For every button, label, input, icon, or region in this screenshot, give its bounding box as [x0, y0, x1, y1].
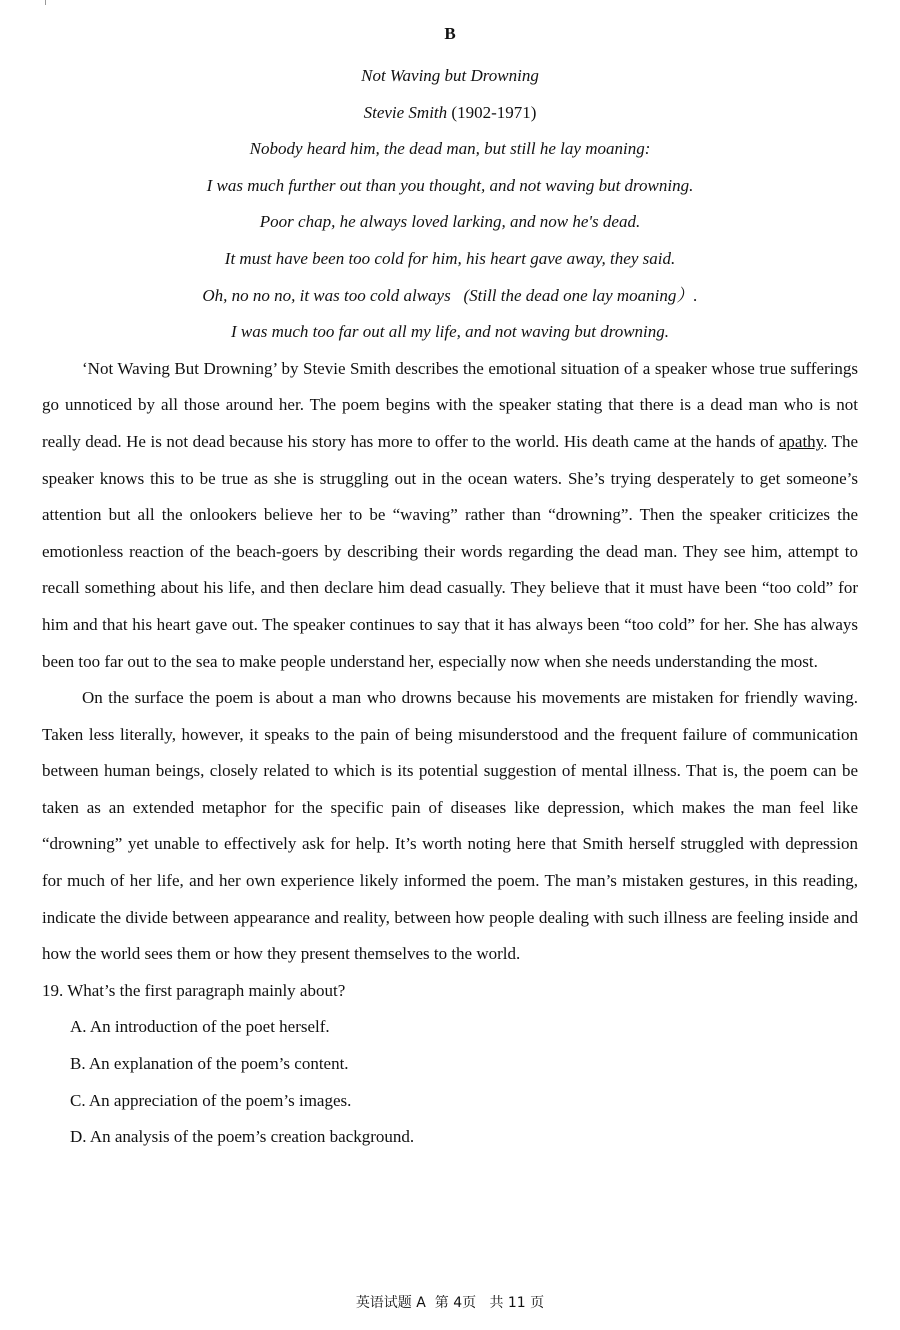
exam-page: [42, 22, 858, 1156]
passage-paragraph-1: [42, 351, 858, 680]
poem-line-2: I was much further out than you thought, and not waving but drowning.: [206, 175, 694, 195]
poem-years: (1902-1971): [451, 102, 537, 122]
paragraph-1-end: . The speaker knows this to be true as she is struggling out in the ocean waters. She’s trying desperately to get someone’s attention but all the onlookers believe her to be “waving” rather than “drowning”. Then the speaker criticizes the emotionless reaction of the beach-goers by describing their words regarding the dead man. They see him, attempt to recall something about his life, and then declare him dead casually. They believe that it must have been “too cold” for him and that his heart gave out. The speaker continues to say that it has always been “too cold” for her. She has always been too far out to the sea to make people understand her, especially now when she needs understanding the most.: [42, 431, 858, 671]
page-footer: 英语试题 A 第 4页 共 11 页: [355, 1295, 545, 1311]
poem-line-5: Oh, no no no, it was too cold always (Still the dead one lay moaning）.: [202, 285, 698, 305]
passage-paragraph-2: On the surface the poem is about a man who drowns because his movements are mistaken for friendly waving. Taken less literally, however, it speaks to the pain of being misunderstood and the frequent failure of communication between human beings, closely related to which is its potential suggestion of mental illness. That is, the poem can be taken as an extended metaphor for the specific pain of diseases like depression, which makes the man feel like “drowning” yet unable to effectively ask for help. It’s worth noting here that Smith herself struggled with depression for much of her life, and her own experience likely informed the poem. The man’s mistaken gestures, in this reading, indicate the divide between appearance and reality, between how people dealing with such illness are feeling inside and how the world sees them or how they present themselves to the world.: [42, 688, 858, 964]
question-option-a: A. An introduction of the poet herself.: [70, 1017, 330, 1037]
question-option-d: D. An analysis of the poem’s creation background.: [70, 1127, 415, 1147]
paragraph-1-start: ‘Not Waving But Drowning’ by Stevie Smith describes the emotional situation of a speaker whose true sufferings go unnoticed by all those around her. The poem begins with the speaker stating that there is a dead man who is not really dead. He is not dead because his story has more to offer to the world. His death came at the hands of: [42, 358, 858, 451]
question-option-b: B. An explanation of the poem’s content.: [70, 1054, 349, 1074]
poem-line-1: Nobody heard him, the dead man, but still he lay moaning:: [249, 139, 651, 159]
section-heading: B: [444, 24, 456, 43]
page-corner-mark: [45, 0, 46, 5]
poem-title: Not Waving but Drowning: [361, 66, 539, 85]
poem-line-3: Poor chap, he always loved larking, and now he's dead.: [259, 212, 641, 232]
question-19-stem: 19. What’s the first paragraph mainly about?: [42, 980, 346, 1000]
poem-author: Stevie Smith: [363, 102, 448, 122]
poem-byline: [42, 95, 858, 132]
underlined-word-apathy: apathy: [778, 431, 824, 451]
poem-line-6: I was much too far out all my life, and not waving but drowning.: [230, 322, 670, 342]
question-option-c: C. An appreciation of the poem’s images.: [70, 1090, 352, 1110]
poem-line-4: It must have been too cold for him, his heart gave away, they said.: [224, 248, 676, 268]
